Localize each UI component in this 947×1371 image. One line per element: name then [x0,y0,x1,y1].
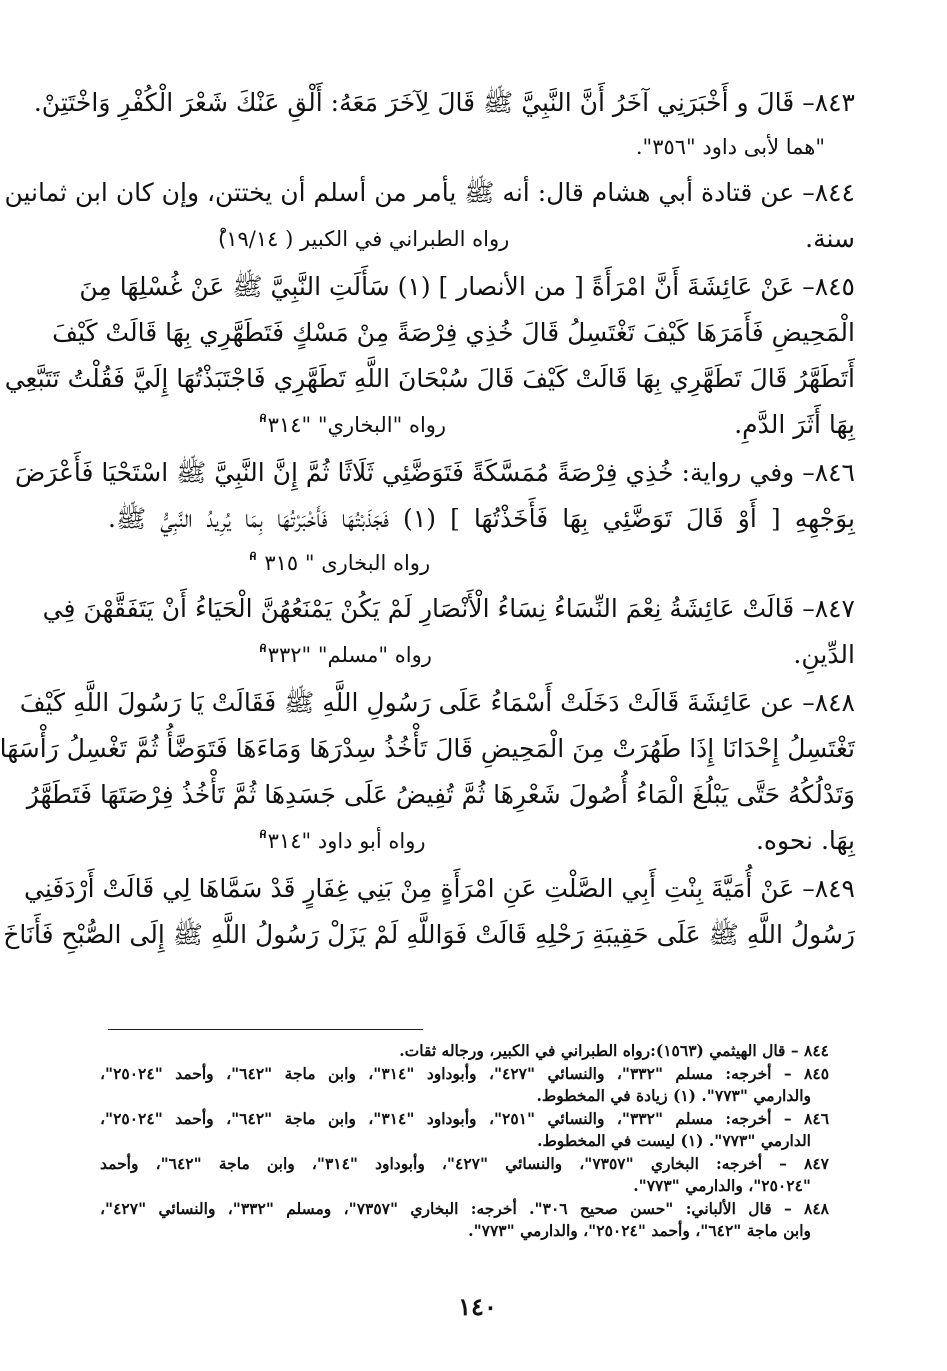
text-line: بِوَجْهِهِ [ أَوْ قَالَ تَوَضَّئِي بِهَا فَأَخَذْتُهَا ] (١) فَجَذَبْتُهَا فَأَخْبَرْتُهَا بِمَا يُرِيدُ النَّبِيُّ ﷺ. [108,504,855,533]
footnote-line: ٨٤٧ – أخرجه: البخاري "٧٣٥٧"، والنسائي "٤٢٧"، وأبوداود "٣١٤"، وابن ماجة "٦٤٢"، وأحمد [100,1154,829,1173]
footnote-line: الدارمي "٧٧٣". (١) ليست في المخطوط. [537,1131,811,1150]
text-line-end: بِهَا. نحوه. [755,826,855,855]
text-line-with-source [108,216,855,262]
text-line: الْمَحِيضِ فَأَمَرَهَا كَيْفَ تَغْتَسِلُ قَالَ خُذِي فِرْصَةً مِنْ مَسْكٍ فَتَطَهَّرِي بِهَا قَالَتْ كَيْفَ [52,318,855,347]
hadith-849 [3,866,855,958]
footnote-848 [100,1198,829,1242]
text-line: ٨٤٥– عَنْ عَائِشَةَ أَنَّ امْرَأَةً [ من الأنصار ] (١) سَأَلَتِ النَّبِيَّ ﷺ عَنْ غُسْلِهَا مِنَ [79,272,855,301]
footnote-847 [100,1153,829,1197]
text-line-with-source [108,632,855,678]
hadith-845 [4,264,855,448]
source-citation: "هما لأبى داود "٣٥٦". [635,135,825,159]
footnote-845 [100,1063,829,1107]
footnote-line: وابن ماجة "٦٤٢"، وأحمد "٢٥٠٢٤"، والدارمي "٧٧٣". [468,1221,811,1240]
footnote-line: ٨٤٨ – قال الألباني: "حسن صحيح ٣٠٦". أخرجه: البخاري "٧٣٥٧"، ومسلم "٣٣٢"، والنسائي "٤٢٧"، [100,1199,830,1218]
footnote-line: ٨٤٥ – أخرجه: مسلم "٣٣٢"، والنسائي "٤٢٧"، وأبوداود "٣١٤"، وابن ماجة "٦٤٢"، وأحمد "٢٥٠٢٤"، [100,1064,830,1083]
footnote-846 [100,1108,829,1152]
hadith-body [0,80,855,960]
footnote-line: ٨٤٦ – أخرجه: مسلم "٣٣٢"، والنسائي "٢٥١"، وأبوداود "٣١٤"، وابن ماجة "٦٤٢"، وأحمد "٢٥٠٢٤"، [100,1109,830,1128]
text-line-with-source [108,818,855,864]
text-line: ٨٤٩– عَنْ أُمَيَّةَ بِنْتِ أَبِي الصَّلْتِ عَنِ امْرَأَةٍ مِنْ بَنِي غِفَارٍ قَدْ سَمَّاهَا لِي قَالَتْ أَرْدَفَنِي [24,874,855,903]
text-line: ٨٤٨– عن عَائِشَةَ قَالَتْ دَخَلَتْ أَسْمَاءُ عَلَى رَسُولِ اللَّهِ ﷺ فَقَالَتْ يَا رَسُولَ اللَّهِ كَيْفَ [19,688,855,717]
source-citation: رواه "البخاري" "٣١٤"ْ [258,413,447,437]
text-line-end: سنة. [805,224,855,253]
text-line: ٨٤٦– وفي رواية: خُذِي فِرْصَةً مُمَسَّكَةً فَتَوَضَّئِي ثَلَاثًا ثُمَّ إِنَّ النَّبِيَّ ﷺ اسْتَحْيَا فَأَعْرَضَ [14,458,855,487]
text-line: أَتَطَهَّرُ قَالَ تَطَهَّرِي بِهَا قَالَتْ كَيْفَ قَالَ سُبْحَانَ اللَّهِ تَطَهَّرِي فَاجْتَبَذْتُهَا إِلَيَّ فَقُلْتُ تَتَبَّعِي [4,364,855,393]
text-line: ٨٤٤– عن قتادة أبي هشام قال: أنه ﷺ يأمر من أسلم أن يختتن، وإن كان ابن ثمانين [4,178,855,207]
footnote-844 [100,1040,829,1062]
footnote-line: والدارمي "٧٧٣". (١) زيادة في المخطوط. [536,1086,811,1105]
hadith-846 [14,450,855,584]
text-line: ٨٤٧– قَالَتْ عَائِشَةُ نِعْمَ النِّسَاءُ نِسَاءُ الْأَنْصَارِ لَمْ يَكُنْ يَمْنَعُهُنَّ الْحَيَاءُ أَنْ يَتَفَقَّهْنَ فِي [42,594,855,623]
footnote-divider [108,1029,423,1030]
hadith-847 [42,586,855,678]
source-citation: رواه أبو داود "٣١٤"ْ [258,829,426,853]
text-line-end: بِهَا أَثَرَ الدَّمِ. [734,410,855,439]
source-citation: رواه الطبراني في الكبير ( ١٩/١٤)ْ [218,227,510,251]
hadith-844 [4,170,855,262]
hadith-848 [0,680,855,864]
footnote-line: ٨٤٤ – قال الهيثمي (١٥٦٣):رواه الطبراني في الكبير، ورجاله ثقات. [399,1041,829,1060]
text-line: رَسُولُ اللَّهِ ﷺ عَلَى حَقِيبَةِ رَحْلِهِ قَالَتْ فَوَاللَّهِ لَمْ يَزَلْ رَسُولُ اللَّهِ ﷺ إِلَى الصُّبْحِ فَأَنَاخَ [3,920,855,949]
source-citation: رواه "مسلم" "٣٣٢"ْ [258,643,432,667]
text-line-with-source [108,402,855,448]
text-line: تَغْتَسِلُ إِحْدَانَا إِذَا طَهُرَتْ مِنَ الْمَحِيضِ قَالَ تَأْخُذُ سِدْرَهَا وَمَاءَهَا فَتَوَضَّأُ ثُمَّ تَغْسِلُ رَأْسَهَا [0,734,855,763]
hadith-843 [33,80,855,168]
text-line: وَتَدْلُكُهُ حَتَّى يَبْلُغَ الْمَاءُ أُصُولَ شَعْرِهَا ثُمَّ تُفِيضُ عَلَى جَسَدِهَا ثُمَّ تَأْخُذُ فِرْصَتَهَا فَتَطَهَّرُ [26,780,855,809]
page-number: ١٤٠ [458,1292,497,1321]
text-line-end: الدِّينِ. [793,640,855,669]
footnotes [100,1040,829,1243]
source-citation: رواه البخارى " ٣١٥ "ْ [248,551,431,575]
text-line: ٨٤٣– قَالَ و أَخْبَرَنِي آخَرُ أَنَّ النَّبِيَّ ﷺ قَالَ لِآخَرَ مَعَهُ: أَلْقِ عَنْكَ شَعْرَ الْكُفْرِ وَاخْتَتِنْ. [33,88,855,117]
footnote-line: "٢٥٠٢٤"، والدارمي "٧٧٣". [633,1176,811,1195]
